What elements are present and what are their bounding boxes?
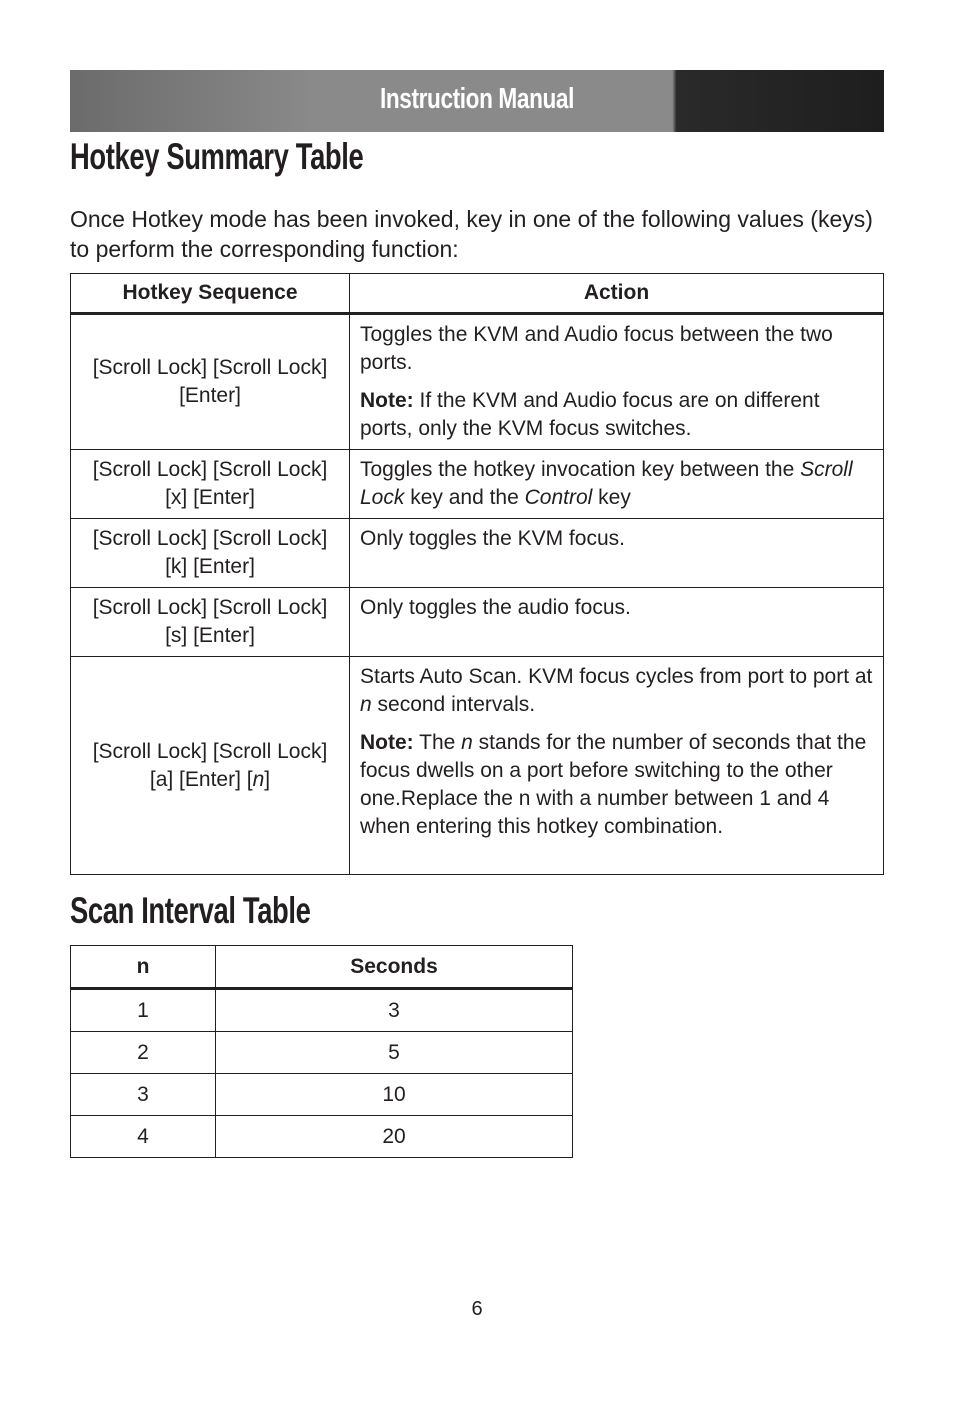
action-cell (350, 314, 884, 450)
hotkey-sequence-cell (71, 519, 350, 588)
action-text-part: key and the (404, 486, 525, 509)
intro-paragraph: Once Hotkey mode has been invoked, key in one of the following values (keys) to perform the corresponding function: (70, 206, 873, 262)
table-row (71, 1032, 573, 1074)
action-text-part: second intervals. (371, 693, 536, 716)
sequence-line: [Scroll Lock] [Scroll Lock] (92, 527, 328, 550)
header-title: Instruction Manual (379, 83, 575, 115)
sequence-line: [Scroll Lock] [Scroll Lock] (92, 596, 328, 619)
action-note (360, 387, 873, 443)
sequence-line: [Scroll Lock] [Scroll Lock] (92, 356, 328, 379)
n-cell: 3 (71, 1074, 216, 1116)
note-text: stands for the number of seconds that the focus dwells on a port before switching to the other one.Replace the n with a number between 1 and 4 when entering this hotkey combination. (360, 731, 867, 838)
scan-interval-table (70, 945, 573, 1158)
column-header-hotkey-sequence: Hotkey Sequence (71, 274, 350, 314)
action-cell (350, 657, 884, 875)
n-cell: 1 (71, 989, 216, 1032)
note-text: If the KVM and Audio focus are on different ports, only the KVM focus switches. (360, 389, 820, 440)
sequence-line (150, 768, 270, 791)
table-row (71, 657, 884, 875)
sequence-line: [Scroll Lock] [Scroll Lock] (92, 458, 328, 481)
action-text-part: Starts Auto Scan. KVM focus cycles from port to port at (360, 665, 873, 688)
action-text: Toggles the KVM and Audio focus between the two ports. (360, 323, 833, 374)
action-cell (350, 519, 884, 588)
sequence-part: [a] [Enter] [ (149, 767, 253, 791)
scan-section-title: Scan Interval Table (70, 890, 311, 931)
seconds-cell: 10 (216, 1074, 573, 1116)
action-cell (350, 588, 884, 657)
seconds-cell: 3 (216, 989, 573, 1032)
note-label: Note: (360, 731, 414, 754)
note-label: Note: (360, 389, 414, 412)
table-row (71, 588, 884, 657)
sequence-line: [x] [Enter] (165, 486, 255, 509)
column-header-seconds: Seconds (216, 946, 573, 989)
table-row (71, 450, 884, 519)
table-header-row (71, 274, 884, 314)
hotkey-sequence-cell (71, 450, 350, 519)
hotkey-summary-table (70, 273, 884, 875)
sequence-line: [Scroll Lock] [Scroll Lock] (92, 739, 328, 763)
n-cell: 2 (71, 1032, 216, 1074)
table-row (71, 1116, 573, 1158)
column-header-action: Action (350, 274, 884, 314)
table-row (71, 314, 884, 450)
note-variable: n (461, 731, 473, 754)
hotkey-sequence-cell (71, 314, 350, 450)
hotkey-section-title: Hotkey Summary Table (70, 136, 364, 177)
column-header-n: n (71, 946, 216, 989)
sequence-variable: n (252, 767, 265, 791)
sequence-line: [Enter] (179, 384, 241, 407)
table-header-row (71, 946, 573, 989)
table-row (71, 1074, 573, 1116)
action-variable: n (360, 693, 372, 716)
action-cell (350, 450, 884, 519)
seconds-cell: 5 (216, 1032, 573, 1074)
action-key-name: Control (524, 486, 593, 509)
hotkey-sequence-cell (71, 657, 350, 875)
seconds-cell: 20 (216, 1116, 573, 1158)
sequence-line: [s] [Enter] (165, 624, 255, 647)
sequence-part: ] (264, 767, 271, 791)
action-text (360, 456, 873, 512)
sequence-line: [k] [Enter] (165, 555, 255, 578)
action-note (360, 729, 873, 841)
action-text: Only toggles the KVM focus. (360, 527, 625, 550)
table-row (71, 519, 884, 588)
hotkey-sequence-cell (71, 588, 350, 657)
action-text: Only toggles the audio focus. (360, 596, 631, 619)
table-row (71, 989, 573, 1032)
action-text-part: key (592, 486, 631, 509)
n-cell: 4 (71, 1116, 216, 1158)
action-key-name: Scroll Lock (360, 458, 853, 509)
page-number: 6 (471, 1298, 483, 1320)
action-text (360, 663, 873, 719)
header-bar (70, 70, 884, 132)
action-text-part: Toggles the hotkey invocation key between the (360, 458, 801, 481)
note-text: The (413, 731, 462, 754)
